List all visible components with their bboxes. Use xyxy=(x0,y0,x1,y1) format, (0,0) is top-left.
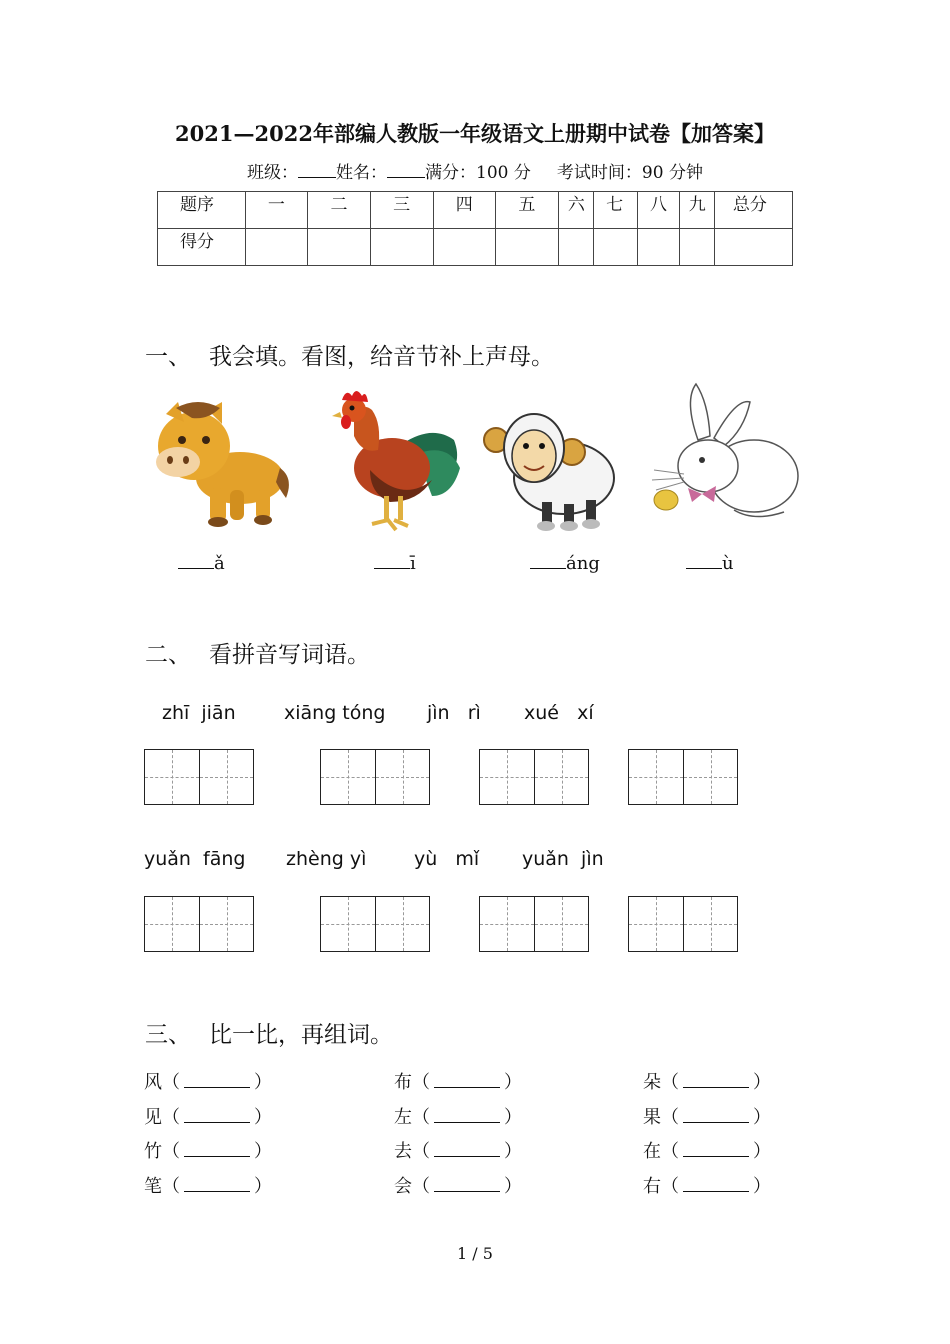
horse-picture xyxy=(152,398,292,528)
word-answer-blank[interactable] xyxy=(683,1073,749,1088)
score-header-cell: 二 xyxy=(308,192,371,229)
open-paren: （ xyxy=(412,1141,430,1162)
final-syllable: áng xyxy=(566,553,600,574)
score-cell[interactable] xyxy=(371,229,434,266)
open-paren: （ xyxy=(162,1176,180,1197)
section-title: 比一比，再组词。 xyxy=(209,1022,393,1048)
section-number: 一、 xyxy=(145,344,191,370)
final-syllable: ǎ xyxy=(214,553,225,574)
word-answer-blank[interactable] xyxy=(184,1073,250,1088)
exam-time-label: 考试时间：90 分钟 xyxy=(556,163,703,183)
compare-character: 布 xyxy=(394,1072,412,1093)
close-paren: ） xyxy=(254,1141,272,1162)
close-paren: ） xyxy=(504,1141,522,1162)
compare-character: 右 xyxy=(643,1176,661,1197)
pinyin-label: zhī jiān xyxy=(162,702,236,724)
score-header-cell: 总分 xyxy=(714,192,792,229)
compare-character: 在 xyxy=(643,1141,661,1162)
word-answer-blank[interactable] xyxy=(434,1142,500,1157)
open-paren: （ xyxy=(162,1107,180,1128)
close-paren: ） xyxy=(753,1176,771,1197)
name-blank[interactable] xyxy=(387,162,425,178)
compare-word-item xyxy=(394,1172,522,1198)
initial-blank[interactable] xyxy=(686,554,722,569)
score-header-cell: 九 xyxy=(679,192,714,229)
open-paren: （ xyxy=(661,1141,679,1162)
pinyin-label: jìn rì xyxy=(427,702,481,724)
compare-character: 笔 xyxy=(144,1176,162,1197)
word-answer-blank[interactable] xyxy=(683,1177,749,1192)
compare-word-item xyxy=(144,1103,272,1129)
score-header-cell: 六 xyxy=(558,192,593,229)
name-label: 姓名： xyxy=(336,163,388,183)
score-header-cell: 题序 xyxy=(158,192,246,229)
score-cell[interactable] xyxy=(558,229,593,266)
writing-grid[interactable] xyxy=(479,896,589,952)
open-paren: （ xyxy=(661,1072,679,1093)
score-header-cell: 四 xyxy=(433,192,496,229)
compare-word-item xyxy=(394,1103,522,1129)
initial-blank[interactable] xyxy=(374,554,410,569)
section-number: 三、 xyxy=(145,1022,191,1048)
section-3-heading xyxy=(145,1016,393,1049)
final-syllable: ī xyxy=(410,553,416,574)
pinyin-label: xué xí xyxy=(524,702,594,724)
writing-grid[interactable] xyxy=(320,749,430,805)
score-cell[interactable] xyxy=(433,229,496,266)
compare-character: 竹 xyxy=(144,1141,162,1162)
close-paren: ） xyxy=(254,1176,272,1197)
class-label: 班级： xyxy=(247,163,299,183)
sheep-picture xyxy=(480,402,620,534)
word-answer-blank[interactable] xyxy=(184,1108,250,1123)
close-paren: ） xyxy=(504,1107,522,1128)
writing-grid[interactable] xyxy=(144,896,254,952)
close-paren: ） xyxy=(753,1072,771,1093)
open-paren: （ xyxy=(661,1107,679,1128)
rooster-picture xyxy=(332,384,464,534)
fill-blank-item xyxy=(178,553,225,574)
open-paren: （ xyxy=(412,1107,430,1128)
close-paren: ） xyxy=(504,1072,522,1093)
page-title: 2021—2022年部编人教版一年级语文上册期中试卷【加答案】 xyxy=(175,121,775,146)
compare-character: 见 xyxy=(144,1107,162,1128)
compare-word-item xyxy=(144,1068,272,1094)
writing-grid[interactable] xyxy=(144,749,254,805)
page-number: 1 / 5 xyxy=(457,1244,493,1263)
word-answer-blank[interactable] xyxy=(434,1108,500,1123)
pinyin-label: yuǎn fāng xyxy=(144,848,246,870)
initial-blank[interactable] xyxy=(530,554,566,569)
pinyin-label: yuǎn jìn xyxy=(522,848,604,870)
compare-word-item xyxy=(643,1172,771,1198)
fill-blank-item xyxy=(530,553,600,574)
word-answer-blank[interactable] xyxy=(683,1142,749,1157)
score-table-score-row xyxy=(158,229,793,266)
compare-word-item xyxy=(394,1068,522,1094)
writing-grid[interactable] xyxy=(628,896,738,952)
writing-grid[interactable] xyxy=(628,749,738,805)
compare-word-item xyxy=(144,1137,272,1163)
word-answer-blank[interactable] xyxy=(434,1177,500,1192)
compare-character: 风 xyxy=(144,1072,162,1093)
compare-word-item xyxy=(144,1172,272,1198)
close-paren: ） xyxy=(254,1107,272,1128)
open-paren: （ xyxy=(412,1176,430,1197)
score-cell[interactable] xyxy=(638,229,680,266)
score-header-cell: 八 xyxy=(638,192,680,229)
compare-character: 果 xyxy=(643,1107,661,1128)
pinyin-label: yù mǐ xyxy=(414,848,480,870)
close-paren: ） xyxy=(753,1141,771,1162)
score-cell[interactable] xyxy=(496,229,559,266)
compare-word-item xyxy=(643,1103,771,1129)
word-answer-blank[interactable] xyxy=(184,1177,250,1192)
score-header-cell: 七 xyxy=(594,192,638,229)
close-paren: ） xyxy=(254,1072,272,1093)
compare-character: 去 xyxy=(394,1141,412,1162)
writing-grid[interactable] xyxy=(320,896,430,952)
word-answer-blank[interactable] xyxy=(683,1108,749,1123)
open-paren: （ xyxy=(162,1072,180,1093)
score-table xyxy=(157,191,793,266)
pinyin-label: xiāng tóng xyxy=(284,702,386,724)
word-answer-blank[interactable] xyxy=(434,1073,500,1088)
score-cell[interactable] xyxy=(714,229,792,266)
word-answer-blank[interactable] xyxy=(184,1142,250,1157)
section-2-heading xyxy=(145,636,370,669)
section-1-heading xyxy=(145,338,554,371)
score-cell[interactable] xyxy=(594,229,638,266)
writing-grid[interactable] xyxy=(479,749,589,805)
class-blank[interactable] xyxy=(298,162,336,178)
score-cell[interactable] xyxy=(308,229,371,266)
compare-word-item xyxy=(643,1137,771,1163)
close-paren: ） xyxy=(753,1107,771,1128)
open-paren: （ xyxy=(661,1176,679,1197)
score-cell[interactable] xyxy=(245,229,308,266)
compare-word-item xyxy=(394,1137,522,1163)
compare-character: 会 xyxy=(394,1176,412,1197)
initial-blank[interactable] xyxy=(178,554,214,569)
fill-blank-item xyxy=(686,553,734,574)
compare-character: 朵 xyxy=(643,1072,661,1093)
open-paren: （ xyxy=(162,1141,180,1162)
section-title: 看拼音写词语。 xyxy=(209,642,370,668)
score-header-cell: 三 xyxy=(371,192,434,229)
score-header-cell: 一 xyxy=(245,192,308,229)
rabbit-picture xyxy=(644,380,804,526)
score-row-label: 得分 xyxy=(158,229,246,266)
full-score-label: 满分：100 分 xyxy=(425,163,531,183)
final-syllable: ù xyxy=(722,553,734,574)
close-paren: ） xyxy=(504,1176,522,1197)
open-paren: （ xyxy=(412,1072,430,1093)
compare-character: 左 xyxy=(394,1107,412,1128)
compare-word-item xyxy=(643,1068,771,1094)
section-title: 我会填。看图，给音节补上声母。 xyxy=(209,344,554,370)
score-table-header-row xyxy=(158,192,793,229)
pinyin-label: zhèng yì xyxy=(286,848,367,870)
score-cell[interactable] xyxy=(679,229,714,266)
section-number: 二、 xyxy=(145,642,191,668)
fill-blank-item xyxy=(374,553,416,574)
exam-info-line xyxy=(0,158,950,183)
score-header-cell: 五 xyxy=(496,192,559,229)
